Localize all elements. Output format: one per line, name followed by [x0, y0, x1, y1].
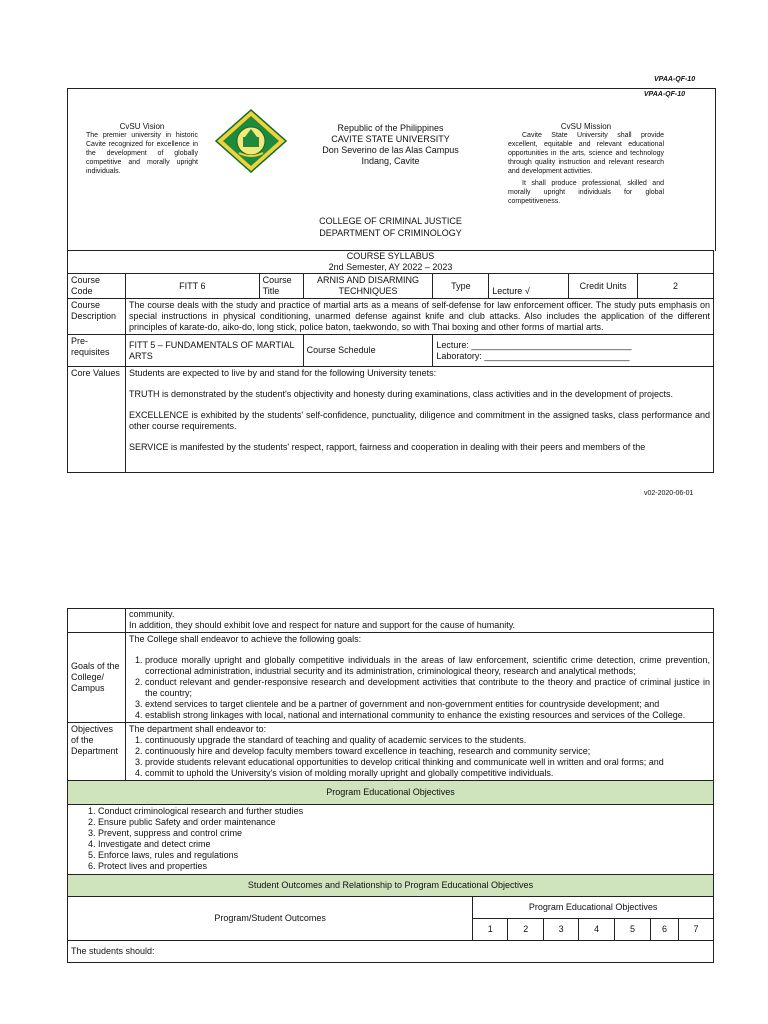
peo-item: 5. Enforce laws, rules and regulations: [98, 850, 710, 861]
course-code-label: Course Code: [68, 274, 126, 299]
type-value: Lecture √: [489, 274, 569, 299]
objective-item: 3. provide students relevant educational opportunities to develop critical thinking and communicate well in written and oral forms; and: [145, 757, 710, 768]
students-should: The students should:: [68, 941, 714, 963]
goals-label: Goals of the College/ Campus: [68, 633, 126, 723]
peo-item: 3. Prevent, suppress and control crime: [98, 828, 710, 839]
mission-text-2: It shall produce professional, skilled and morally upright individuals for global competitiveness.: [508, 180, 664, 205]
university-campus: Don Severino de las Alas Campus: [322, 145, 459, 155]
prerequisites: FITT 5 – FUNDAMENTALS OF MARTIAL ARTS: [125, 335, 303, 367]
peo-columns-label: Program Educational Objectives: [473, 897, 714, 919]
syllabus-table-page1: [67, 250, 714, 473]
objective-item: 4. commit to uphold the University's vision of molding morally upright and globally competitive individuals.: [145, 768, 710, 779]
peo-number: 6: [651, 919, 679, 941]
syllabus-semester: 2nd Semester, AY 2022 – 2023: [328, 262, 453, 272]
so-header: Student Outcomes and Relationship to Program Educational Objectives: [68, 875, 714, 897]
core-value-excellence: EXCELLENCE is exhibited by the students' self-confidence, punctuality, diligence and commitment in the assigned tasks, class performance and other course requirements.: [128, 410, 710, 431]
objective-item: 2. continuously hire and develop faculty members toward excellence in teaching, research and community service;: [145, 746, 710, 757]
core-value-service: SERVICE is manifested by the students' respect, rapport, fairness and cooperation in dealing with their peers and members of the: [128, 442, 646, 452]
goals-intro: The College shall endeavor to achieve the following goals:: [128, 634, 362, 644]
credit-units-label: Credit Units: [569, 274, 638, 299]
goal-item: 2. conduct relevant and gender-responsive research and development activities that contribute to the theory and practice of criminal justice in the country;: [145, 677, 710, 699]
credit-units-value: 2: [638, 274, 714, 299]
objective-item: 1. continuously upgrade the standard of teaching and quality of academic services to the students.: [145, 735, 710, 746]
course-description: The course deals with the study and practice of martial arts as a means of self-defense for law enforcement officer. The study puts emphasis on special instructions in physical conditioning, unarmed defense against knife and club attacks. Also includes the application of the different principles of karate-do, aiko-do, long stick, police baton, taekwondo, so with Thai boxing and other forms of martial arts.: [125, 299, 713, 335]
goal-item: 3. extend services to target clientele and be a partner of government and non-government entities for countryside development; and: [145, 699, 710, 710]
lecture-schedule: Lecture: ________________________________: [436, 339, 632, 350]
peo-number: 5: [615, 919, 651, 941]
peo-header: Program Educational Objectives: [68, 781, 714, 805]
goal-item: 1. produce morally upright and globally competitive individuals in the areas of law enforcement, scientific crime detection, crime prevention, correctional administration, industrial security and its administration, criminological theory, research and analytical methods;: [145, 655, 710, 677]
peo-number: 4: [579, 919, 615, 941]
university-name: CAVITE STATE UNIVERSITY: [331, 134, 450, 144]
version-code: v02-2020-06-01: [644, 490, 694, 497]
objectives-label: Objectives of the Department: [68, 723, 126, 781]
form-code-top: VPAA-QF-10: [654, 76, 696, 83]
peo-item: 4. Investigate and detect crime: [98, 839, 710, 850]
core-values-label: Core Values: [68, 367, 126, 473]
laboratory-schedule: Laboratory: _____________________________: [436, 350, 630, 361]
core-values-continued: community.: [128, 609, 175, 619]
department-name: DEPARTMENT OF CRIMINOLOGY: [319, 228, 462, 238]
header-box: [67, 88, 716, 251]
goal-item: 4. establish strong linkages with local, national and international community to enhance the existing resources and services of the College.: [145, 710, 710, 721]
peo-number: 7: [678, 919, 713, 941]
peo-item: 6. Protect lives and properties: [98, 861, 710, 872]
core-values-nature: In addition, they should exhibit love and respect for nature and support for the cause of humanity.: [128, 620, 516, 630]
vision-text: The premier university in historic Cavite recognized for excellence in the development of globally competitive and morally upright individuals.: [86, 132, 198, 175]
core-value-truth: TRUTH is demonstrated by the student's objectivity and honesty during examinations, class activities and in the development of projects.: [128, 389, 673, 399]
syllabus-title: COURSE SYLLABUS: [346, 251, 435, 261]
course-description-label: Course Description: [68, 299, 126, 335]
course-title: ARNIS AND DISARMING TECHNIQUES: [303, 274, 433, 299]
peo-item: 1. Conduct criminological research and further studies: [98, 806, 710, 817]
course-code: FITT 6: [125, 274, 259, 299]
university-location: Indang, Cavite: [361, 156, 420, 166]
prerequisites-label: Pre-requisites: [68, 335, 126, 367]
peo-item: 2. Ensure public Safety and order maintenance: [98, 817, 710, 828]
vision-title: CvSU Vision: [119, 122, 165, 131]
mission-text-1: Cavite State University shall provide excellent, equitable and relevant educational opportunities in the arts, science and technology through quality instruction and relevant research and development activities.: [508, 132, 664, 175]
core-values-intro: Students are expected to live by and stand for the following University tenets:: [128, 368, 437, 378]
mission-title: CvSU Mission: [560, 122, 612, 131]
syllabus-table-page2: [67, 608, 714, 963]
college-name: COLLEGE OF CRIMINAL JUSTICE: [319, 216, 462, 226]
cvsu-seal-icon: [215, 109, 287, 173]
university-republic: Republic of the Philippines: [337, 123, 444, 133]
course-title-label: Course Title: [259, 274, 303, 299]
peo-number: 2: [508, 919, 544, 941]
peo-number: 3: [544, 919, 579, 941]
objectives-intro: The department shall endeavor to:: [128, 724, 267, 734]
course-schedule-label: Course Schedule: [303, 335, 433, 367]
cvsu-logo: [215, 109, 287, 173]
form-code-box: VPAA-QF-10: [643, 91, 685, 98]
type-label: Type: [433, 274, 489, 299]
program-student-outcomes-label: Program/Student Outcomes: [68, 897, 473, 941]
peo-number: 1: [473, 919, 508, 941]
